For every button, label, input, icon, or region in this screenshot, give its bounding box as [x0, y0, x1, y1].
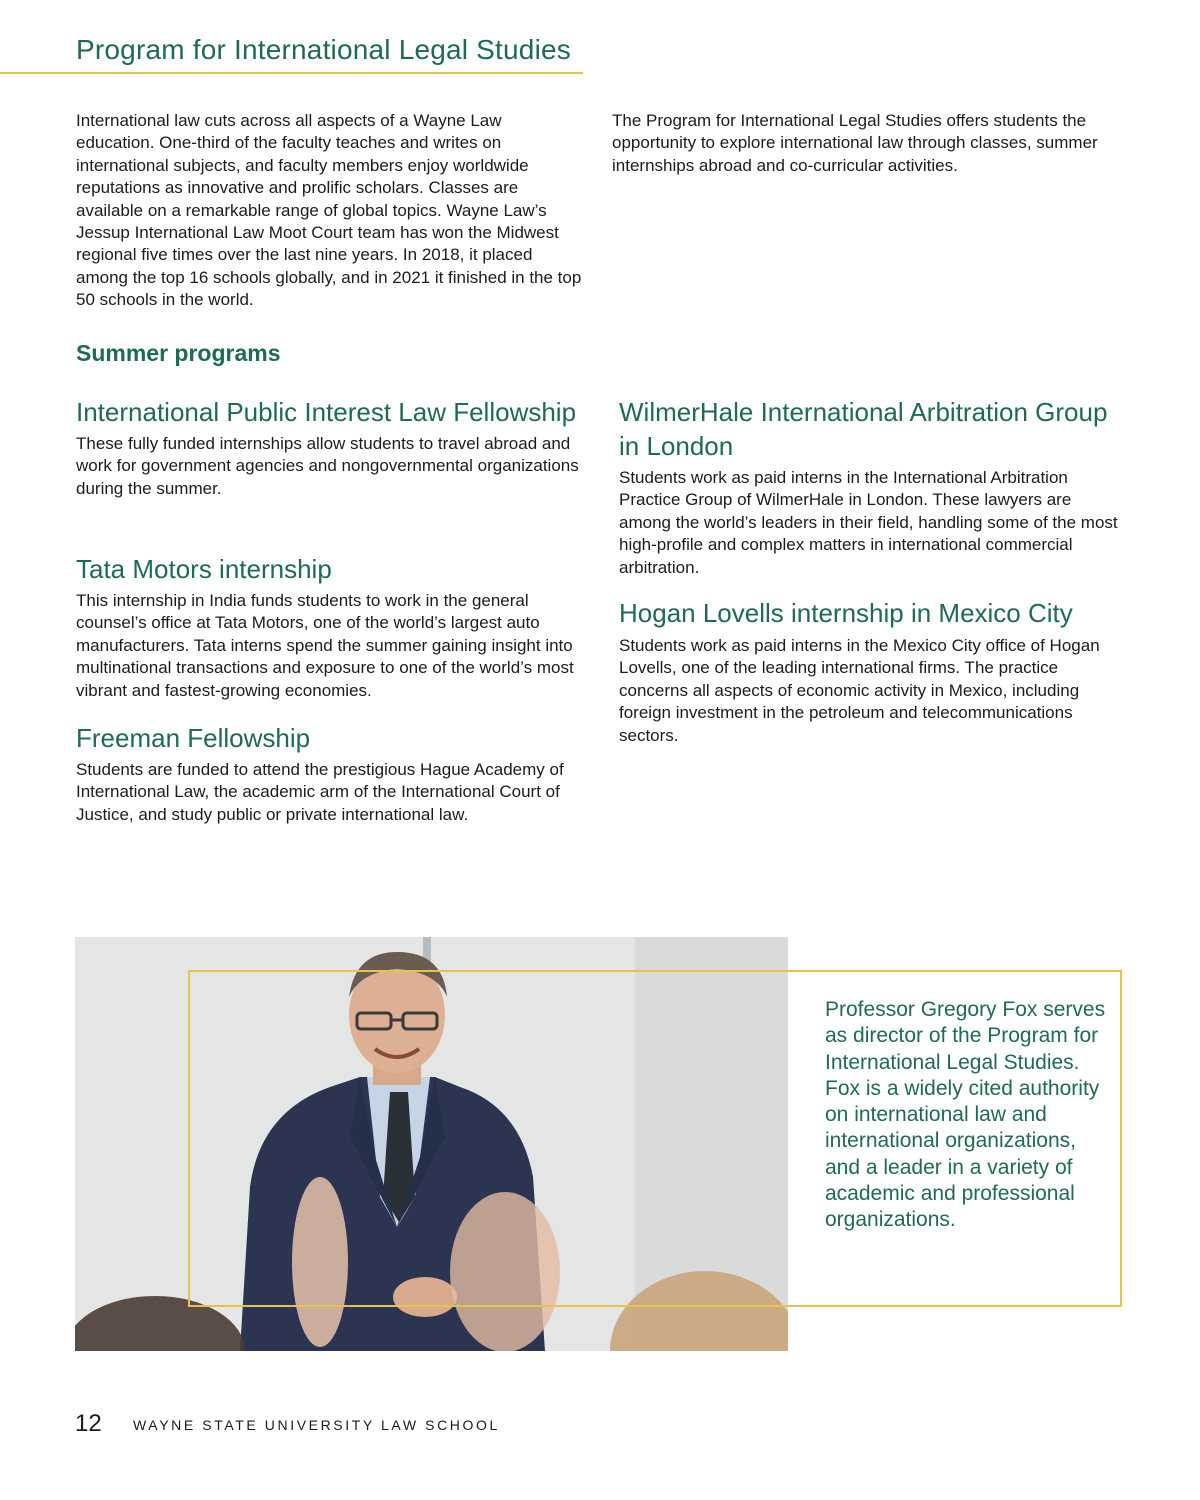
program-description: This internship in India funds students to work in the general counsel’s office at Tata Motors, one of the world’s largest auto manufacturers. Tata interns spend the summer gaining insight into multinational transactions and exposure to one of the world’s most vibrant and fastest-growing economies.: [76, 591, 574, 700]
intro-paragraph-left: International law cuts across all aspects of a Wayne Law education. One-third of the faculty teaches and writes on international subjects, and faculty members enjoy worldwide reputations as innovative and prolific scholars. Classes are available on a remarkable range of global topics. Wayne Law’s Jessup International Law Moot Court team has won the Midwest regional five times over the last nine years. In 2018, it placed among the top 16 schools globally, and in 2021 it finished in the top 50 schools in the world.: [76, 111, 582, 310]
program-title: International Public Interest Law Fellowship: [76, 397, 577, 427]
program-title: Freeman Fellowship: [76, 723, 311, 753]
intro-paragraph-right: The Program for International Legal Studies offers students the opportunity to explore international law through classes, summer internships abroad and co-curricular activities.: [612, 111, 1098, 175]
program-title: Hogan Lovells internship in Mexico City: [619, 598, 1073, 628]
program-wilmerhale-arbitration: [619, 395, 1124, 579]
summer-programs-heading: Summer programs: [76, 340, 281, 366]
photo-caption: Professor Gregory Fox serves as director of the Program for International Legal Studies. Fox is a widely cited authority on international law and international organizations, and a leader in a variety of academic and professional organizations.: [825, 998, 1106, 1232]
title-underline-rule: [0, 72, 583, 74]
program-freeman-fellowship: [76, 721, 581, 826]
program-description: These fully funded internships allow students to travel abroad and work for government agencies and nongovernmental organizations during the summer.: [76, 434, 579, 498]
footer-school-name: WAYNE STATE UNIVERSITY LAW SCHOOL: [133, 1417, 500, 1433]
program-public-interest-fellowship: [76, 395, 581, 500]
page-title: Program for International Legal Studies: [76, 34, 571, 65]
program-tata-motors-internship: [76, 552, 581, 702]
program-title: Tata Motors internship: [76, 554, 332, 584]
program-description: Students are funded to attend the prestigious Hague Academy of International Law, the academic arm of the International Court of Justice, and study public or private international law.: [76, 760, 564, 824]
page-number: 12: [75, 1410, 102, 1437]
program-description: Students work as paid interns in the International Arbitration Practice Group of WilmerHale in London. These lawyers are among the world’s leaders in their field, handling some of the most high-profile and complex matters in international commercial arbitration.: [619, 468, 1118, 577]
program-description: Students work as paid interns in the Mexico City office of Hogan Lovells, one of the leading international firms. The practice concerns all aspects of economic activity in Mexico, including foreign investment in the petroleum and telecommunications sectors.: [619, 636, 1100, 745]
program-title: WilmerHale International Arbitration Group in London: [619, 397, 1108, 461]
program-hogan-lovells-internship: [619, 595, 1114, 747]
